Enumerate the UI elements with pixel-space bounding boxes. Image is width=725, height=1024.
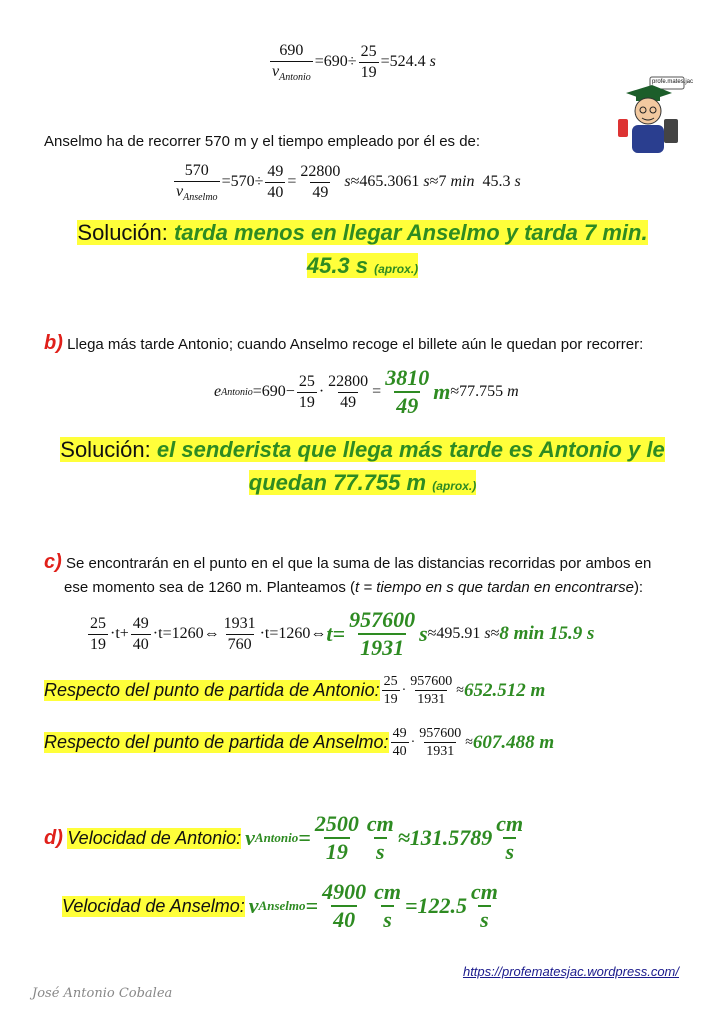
author-signature: José Antonio Cobalea <box>32 986 173 1001</box>
equation-meeting-time: $\frac{25}{19}$ ·t+ $\frac{49}{40}$ ·t=1260⇔ $\frac{1931}{760}$ ·t=1260⇔ t = $\frac{957600}{1931}$ s ≈495.91 s ≈ 8 min 15.9 s <box>90 607 595 661</box>
velocity-anselmo: Velocidad de Anselmo: v Anselmo = $\frac{4900}{40}$ $\frac{cm}{s}$ =122.5 $\frac{cm}{s}$ <box>62 879 498 933</box>
teacher-avatar-logo: profe.mates.jac <box>612 75 688 155</box>
equation-time-anselmo: $\frac{570}{v_{Anselmo}}$ =570÷ $\frac{49}{40}$ = $\frac{22800}{49}$ s ≈465.3061 s ≈7 min 45.3 s <box>176 162 521 203</box>
equation-remaining-antonio: e Antonio =690− $\frac{25}{19}$ · $\frac{22800}{49}$ = $\frac{3810}{49}$ m ≈77.755 m <box>214 365 519 419</box>
velocity-antonio: d) Velocidad de Antonio: v Antonio = $\frac{2500}{19}$ $\frac{cm}{s}$ ≈131.5789 $\frac{cm}{s}$ <box>44 811 524 865</box>
section-b: b) Llega más tarde Antonio; cuando Anselmo recoge el billete aún le quedan por recorrer: <box>44 332 644 354</box>
text-anselmo-distance: Anselmo ha de recorrer 570 m y el tiempo empleado por él es de: <box>44 133 481 150</box>
teacher-avatar-icon <box>612 75 688 155</box>
solution-a: Solución: tarda menos en llegar Anselmo y tarda 7 min. 45.3 s (aprox.) <box>77 220 648 278</box>
result-antonio-position: Respecto del punto de partida de Antonio: $\frac{25}{19}$ · $\frac{957600}{1931}$ ≈ 652.512 m <box>44 674 546 708</box>
section-c: c) Se encontrarán en el punto en el que la suma de las distancias recorridas por ambos en ese momento sea de 1260 m. Planteamos (t = tiempo en s que tardan en encontrarse): <box>44 551 652 596</box>
solution-b: Solución: el senderista que llega más tarde es Antonio y le quedan 77.755 m (aprox.) <box>60 437 665 495</box>
equation-velocity-antonio: $\frac{690}{v_{Antonio}}$ =690÷ $\frac{25}{19}$ =524.4 s <box>272 42 436 83</box>
fraction: $\frac{25}{19}$ <box>360 43 377 81</box>
fraction: $\frac{690}{v_{Antonio}}$ <box>272 42 311 83</box>
footer-url-link[interactable]: https://profematesjac.wordpress.com/ <box>462 964 679 979</box>
result-anselmo-position: Respecto del punto de partida de Anselmo: $\frac{49}{40}$ · $\frac{957600}{1931}$ ≈ 607.488 m <box>44 726 555 760</box>
